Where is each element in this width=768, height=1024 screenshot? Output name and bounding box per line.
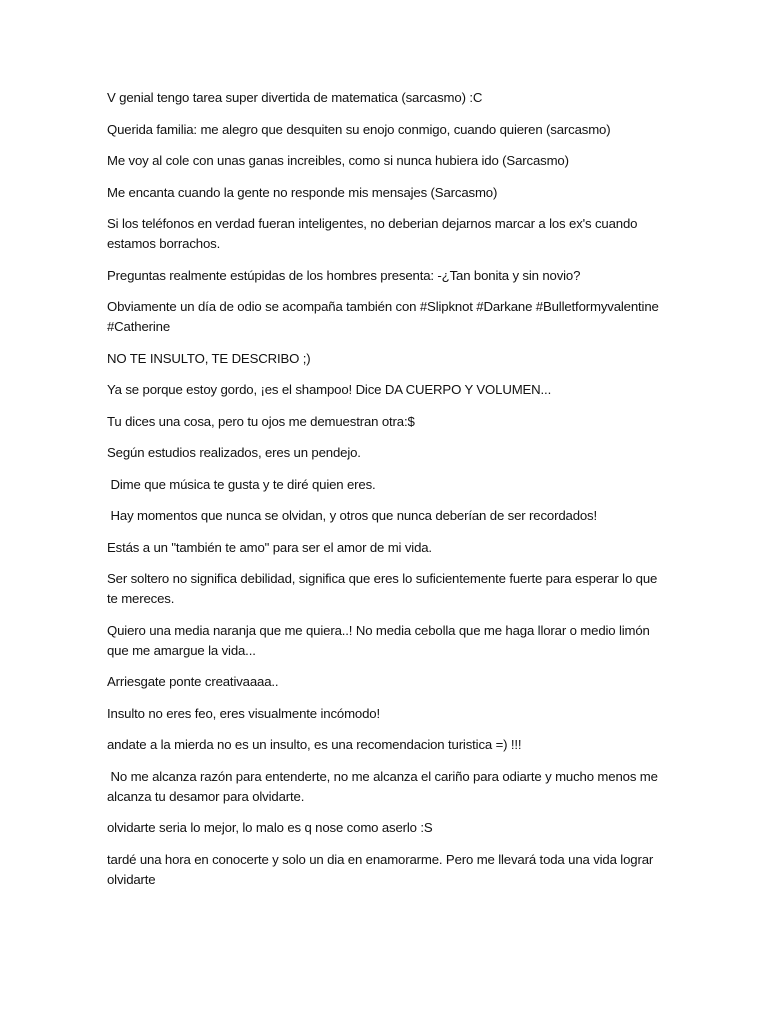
paragraph-7: Obviamente un día de odio se acompaña también con #Slipknot #Darkane #Bulletformyvalentine #Catherine	[107, 299, 663, 334]
paragraph-1: V genial tengo tarea super divertida de matematica (sarcasmo) :C	[107, 90, 483, 105]
paragraph-4: Me encanta cuando la gente no responde mis mensajes (Sarcasmo)	[107, 184, 498, 200]
paragraph-18: Insulto no eres feo, eres visualmente incómodo!	[107, 705, 380, 721]
paragraph-21: olvidarte seria lo mejor, lo malo es q nose como aserlo :S	[107, 820, 433, 835]
paragraph-14: Estás a un "también te amo" para ser el amor de mi vida.	[107, 539, 432, 555]
paragraph-22: tardé una hora en conocerte y solo un dia en enamorarme. Pero me llevará toda una vida lograr olvidarte	[107, 851, 657, 887]
paragraph-2: Querida familia: me alegro que desquiten su enojo conmigo, cuando quieren (sarcasmo)	[107, 121, 611, 137]
document-body	[107, 88, 667, 901]
paragraph-9: Ya se porque estoy gordo, ¡es el shampoo! Dice DA CUERPO Y VOLUMEN...	[107, 382, 552, 397]
paragraph-15: Ser soltero no significa debilidad, significa que eres lo suficientemente fuerte para esperar lo que te mereces.	[107, 571, 661, 606]
paragraph-13: Hay momentos que nunca se olvidan, y otros que nunca deberían de ser recordados!	[107, 508, 598, 523]
paragraph-11: Según estudios realizados, eres un pendejo.	[107, 445, 361, 460]
paragraph-19: andate a la mierda no es un insulto, es una recomendacion turistica =) !!!	[107, 737, 522, 752]
paragraph-17: Arriesgate ponte creativaaaa..	[107, 674, 279, 689]
paragraph-16: Quiero una media naranja que me quiera..! No media cebolla que me haga llorar o medio limón que me amargue la vida...	[107, 622, 654, 658]
paragraph-12: Dime que música te gusta y te diré quien eres.	[107, 476, 376, 492]
paragraph-5: Si los teléfonos en verdad fueran inteligentes, no deberian dejarnos marcar a los ex's cuando estamos borrachos.	[107, 216, 641, 251]
paragraph-6: Preguntas realmente estúpidas de los hombres presenta: -¿Tan bonita y sin novio?	[107, 267, 581, 283]
paragraph-10: Tu dices una cosa, pero tu ojos me demuestran otra:$	[107, 413, 415, 429]
paragraph-20: No me alcanza razón para entenderte, no me alcanza el cariño para odiarte y mucho menos me alcanza tu desamor para olvidarte.	[107, 768, 662, 804]
paragraph-3: Me voy al cole con unas ganas increibles, como si nunca hubiera ido (Sarcasmo)	[107, 153, 569, 168]
paragraph-8: NO TE INSULTO, TE DESCRIBO ;)	[107, 350, 311, 366]
